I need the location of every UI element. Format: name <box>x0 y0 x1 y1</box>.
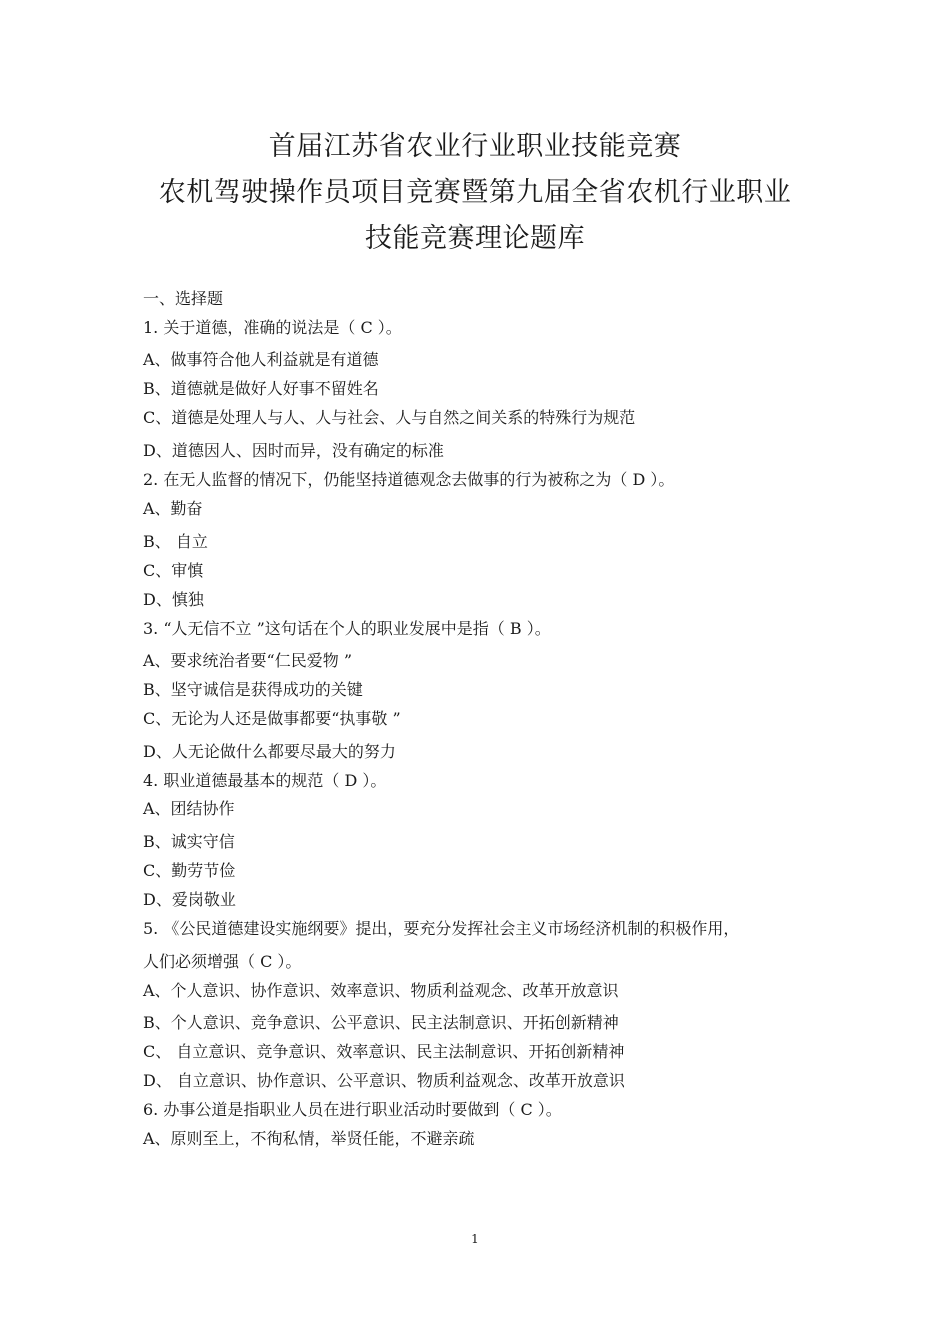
answer-option: C、道德是处理人与人、人与社会、人与自然之间关系的特殊行为规范 <box>143 408 636 427</box>
answer-option: B、 自立 <box>143 532 208 551</box>
answer-option: D、 自立意识、协作意识、公平意识、物质利益观念、改革开放意识 <box>143 1071 625 1090</box>
answer-option: B、个人意识、竞争意识、公平意识、民主法制意识、开拓创新精神 <box>143 1013 619 1032</box>
answer-option: D、慎独 <box>143 590 204 609</box>
page-number: 1 <box>471 1232 479 1246</box>
question-text: 人们必须增强（ C ）。 <box>143 952 302 971</box>
question-text: 6. 办事公道是指职业人员在进行职业活动时要做到（ C ）。 <box>143 1100 562 1119</box>
title-line: 技能竞赛理论题库 <box>365 223 585 254</box>
question-text: 5. 《公民道德建设实施纲要》提出，要充分发挥社会主义市场经济机制的积极作用， <box>143 919 740 938</box>
document-title <box>0 124 950 262</box>
answer-option: A、个人意识、协作意识、效率意识、物质利益观念、改革开放意识 <box>143 981 619 1000</box>
answer-option: D、爱岗敬业 <box>143 890 236 909</box>
answer-option: C、无论为人还是做事都要“执事敬 ” <box>143 709 401 728</box>
question-text: 4. 职业道德最基本的规范（ D ）。 <box>143 771 387 790</box>
title-line: 首届江苏省农业行业职业技能竞赛 <box>268 131 682 162</box>
answer-option: C、勤劳节俭 <box>143 861 236 880</box>
answer-option: B、道德就是做好人好事不留姓名 <box>143 379 379 398</box>
question-text: 1. 关于道德，准确的说法是（ C ）。 <box>143 318 402 337</box>
answer-option: B、坚守诚信是获得成功的关键 <box>143 680 363 699</box>
answer-option: C、审慎 <box>143 561 204 580</box>
answer-option: A、要求统治者要“仁民爱物 ” <box>143 651 353 670</box>
answer-option: A、原则至上，不徇私情，举贤任能，不避亲疏 <box>143 1129 475 1148</box>
answer-option: B、诚实守信 <box>143 832 235 851</box>
answer-option: A、做事符合他人利益就是有道德 <box>143 350 379 369</box>
question-text: 3. “人无信不立 ”这句话在个人的职业发展中是指（ B ）。 <box>143 619 551 638</box>
answer-option: D、道德因人、因时而异，没有确定的标准 <box>143 441 444 460</box>
question-text: 2. 在无人监督的情况下，仍能坚持道德观念去做事的行为被称之为（ D ）。 <box>143 470 675 489</box>
answer-option: C、 自立意识、竞争意识、效率意识、民主法制意识、开拓创新精神 <box>143 1042 625 1061</box>
title-line: 农机驾驶操作员项目竞赛暨第九届全省农机行业职业 <box>158 177 792 208</box>
section-heading: 一、选择题 <box>143 289 224 308</box>
answer-option: A、团结协作 <box>143 799 235 818</box>
answer-option: A、勤奋 <box>143 499 203 518</box>
answer-option: D、人无论做什么都要尽最大的努力 <box>143 742 396 761</box>
